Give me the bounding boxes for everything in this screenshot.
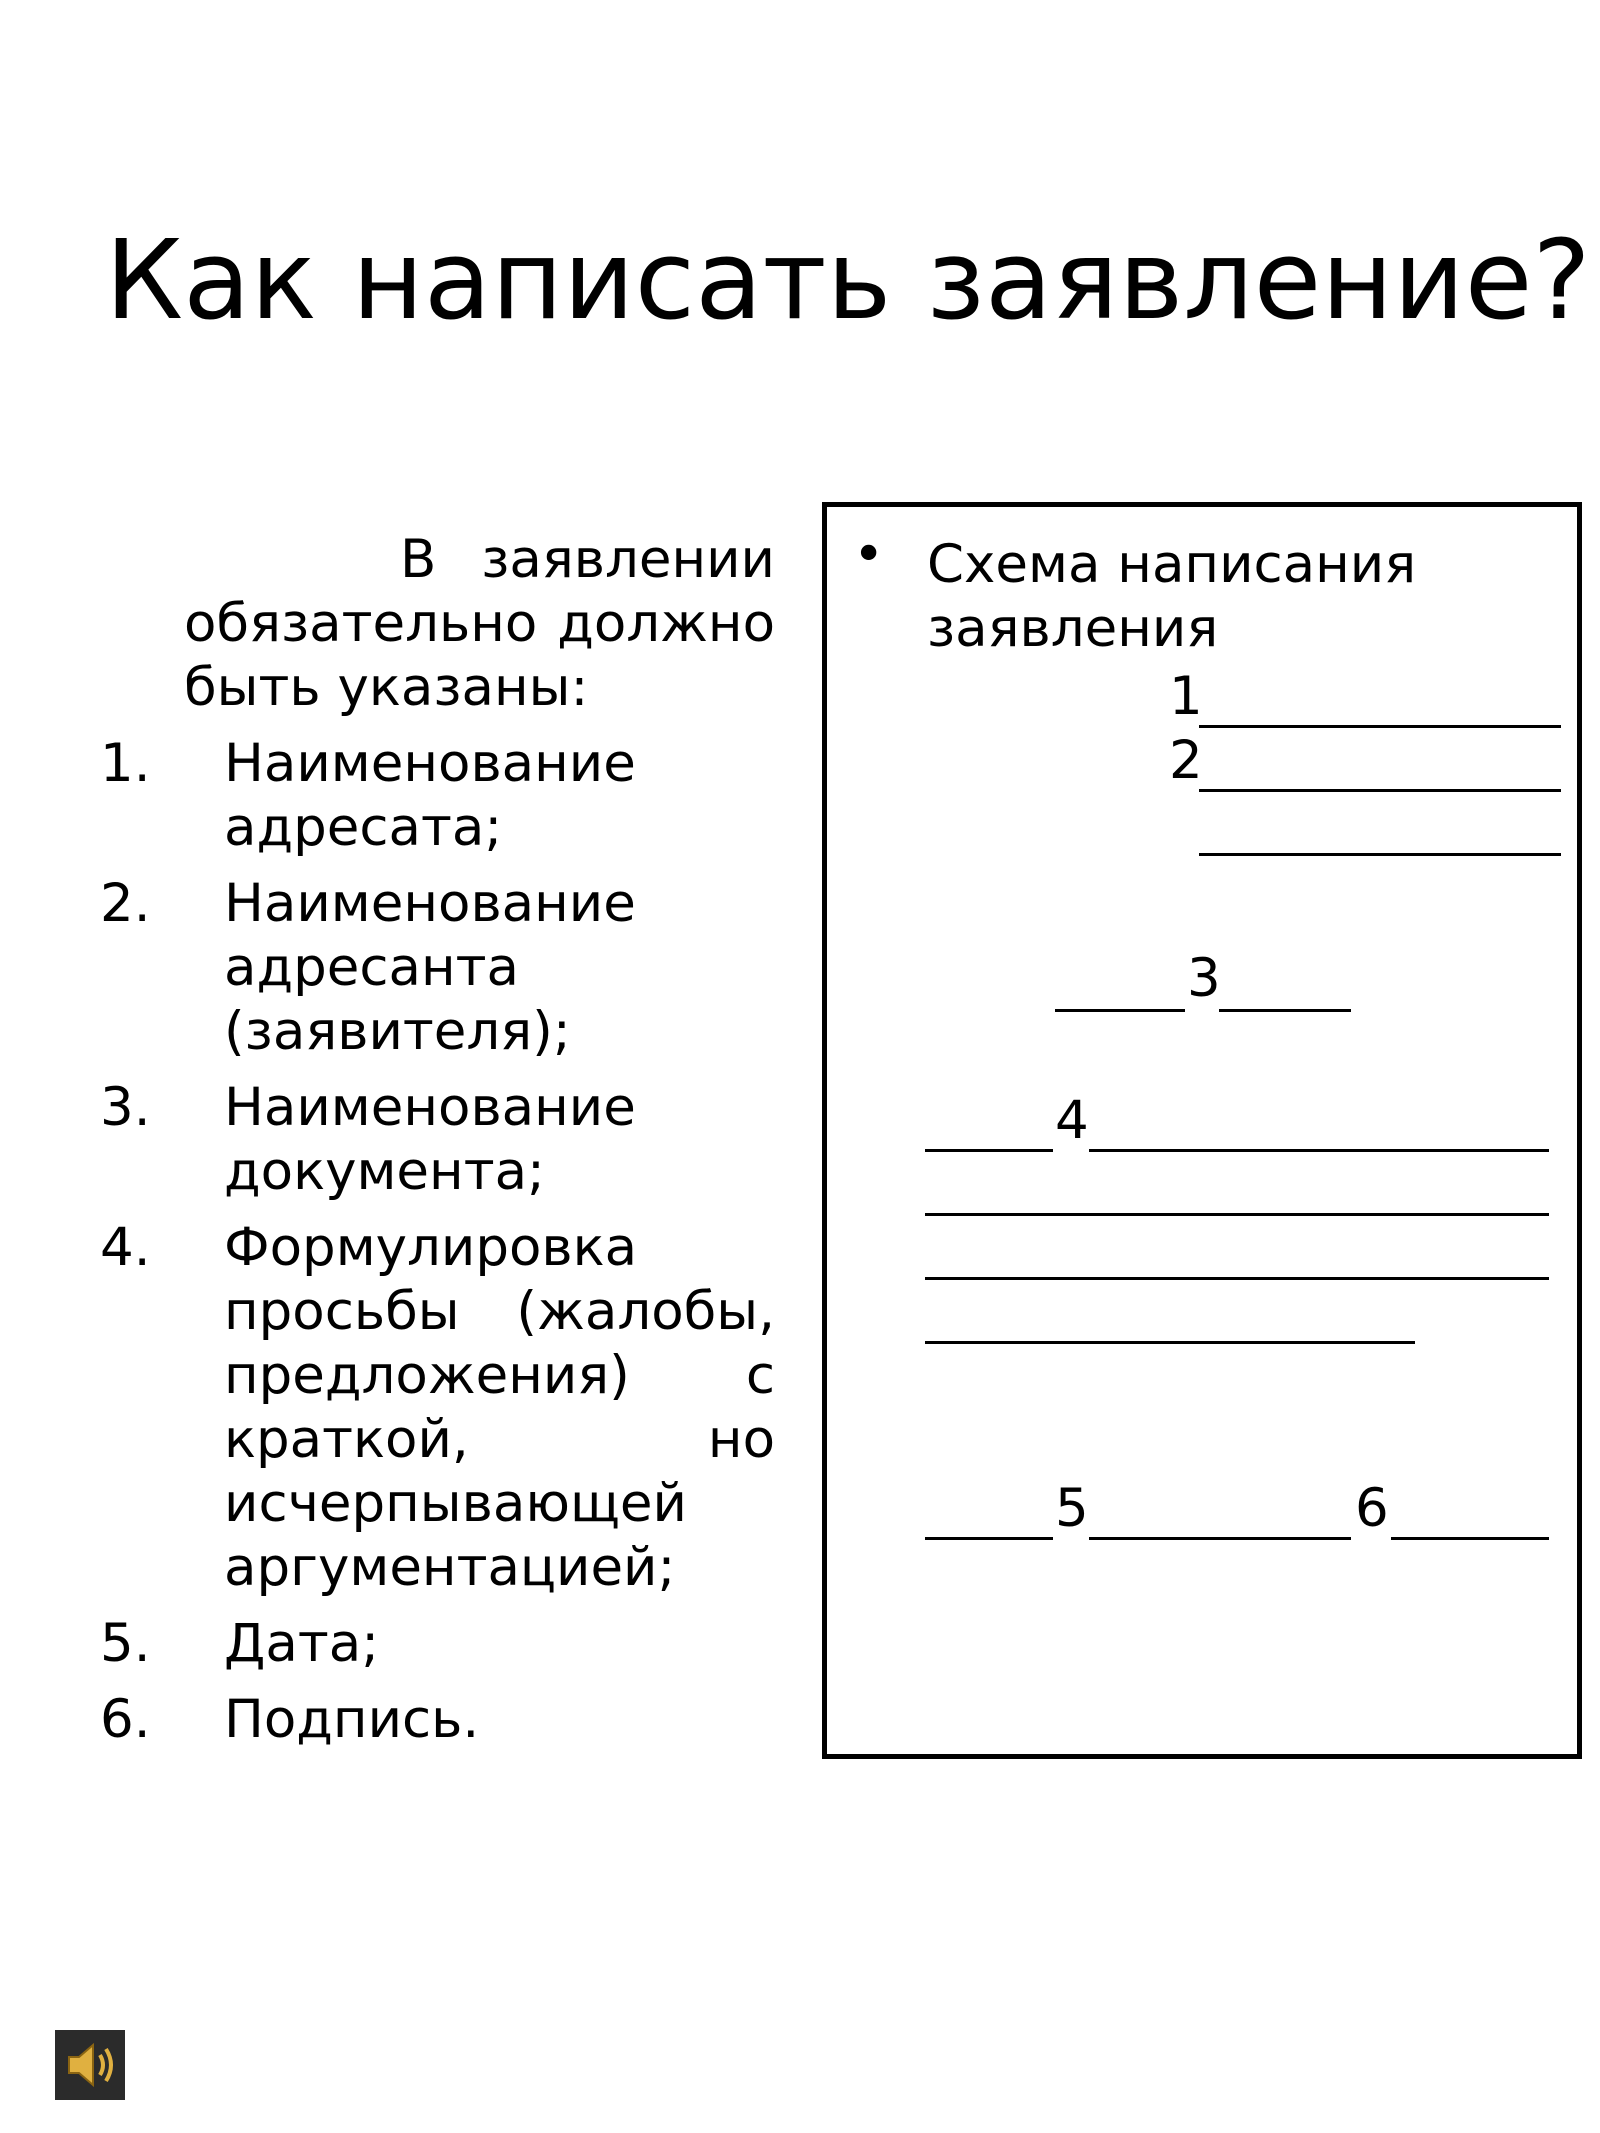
list-item bbox=[100, 1076, 775, 1204]
list-item-text: Наименование документа; bbox=[224, 1077, 636, 1202]
scheme-line bbox=[925, 1341, 1415, 1344]
scheme-line bbox=[925, 1537, 1053, 1540]
scheme-line bbox=[925, 1213, 1549, 1216]
scheme-label-1: 1 bbox=[1169, 666, 1203, 727]
bullet-icon: • bbox=[853, 524, 885, 585]
list-item-text: Наименование адресанта (заявителя); bbox=[224, 873, 636, 1062]
scheme-box bbox=[822, 502, 1582, 1759]
requirements-intro-text: В заявлении обязательно должно быть указаны: bbox=[184, 529, 775, 718]
requirements-list bbox=[100, 732, 775, 1752]
list-item bbox=[100, 1688, 775, 1752]
scheme-label-3: 3 bbox=[1187, 948, 1221, 1009]
list-item bbox=[100, 1612, 775, 1676]
requirements-intro bbox=[184, 528, 775, 720]
scheme-line bbox=[1055, 1009, 1185, 1012]
list-item-text: Подпись. bbox=[224, 1689, 480, 1750]
scheme-line bbox=[1089, 1537, 1351, 1540]
page-title: Как написать заявление? bbox=[105, 216, 1591, 344]
list-item-number: 2. bbox=[100, 873, 151, 934]
list-item bbox=[100, 732, 775, 860]
scheme-line bbox=[1199, 853, 1561, 856]
list-item bbox=[100, 1216, 775, 1600]
scheme-label-2: 2 bbox=[1169, 730, 1203, 791]
scheme-label-6: 6 bbox=[1355, 1478, 1389, 1539]
scheme-line bbox=[925, 1277, 1549, 1280]
scheme-label-4: 4 bbox=[1055, 1090, 1089, 1151]
list-item-number: 4. bbox=[100, 1217, 151, 1278]
scheme-line bbox=[1219, 1009, 1351, 1012]
requirements-column bbox=[100, 528, 775, 1764]
speaker-icon[interactable] bbox=[55, 2030, 125, 2100]
list-item-text: Наименование адресата; bbox=[224, 733, 636, 858]
scheme-title: Схема написания заявления bbox=[927, 534, 1417, 659]
list-item-number: 1. bbox=[100, 733, 151, 794]
scheme-line bbox=[1199, 789, 1561, 792]
scheme-line bbox=[1391, 1537, 1549, 1540]
list-item-text: Формулировка просьбы (жалобы, предложения) с краткой, но исчерпывающей аргументацией; bbox=[224, 1217, 775, 1598]
list-item bbox=[100, 872, 775, 1064]
speaker-icon-graphic bbox=[55, 2030, 125, 2100]
list-item-number: 3. bbox=[100, 1077, 151, 1138]
list-item-number: 6. bbox=[100, 1689, 151, 1750]
scheme-label-5: 5 bbox=[1055, 1478, 1089, 1539]
list-item-text: Дата; bbox=[224, 1613, 380, 1674]
scheme-line bbox=[1089, 1149, 1549, 1152]
list-item-number: 5. bbox=[100, 1613, 151, 1674]
scheme-line bbox=[925, 1149, 1053, 1152]
scheme-line bbox=[1199, 725, 1561, 728]
